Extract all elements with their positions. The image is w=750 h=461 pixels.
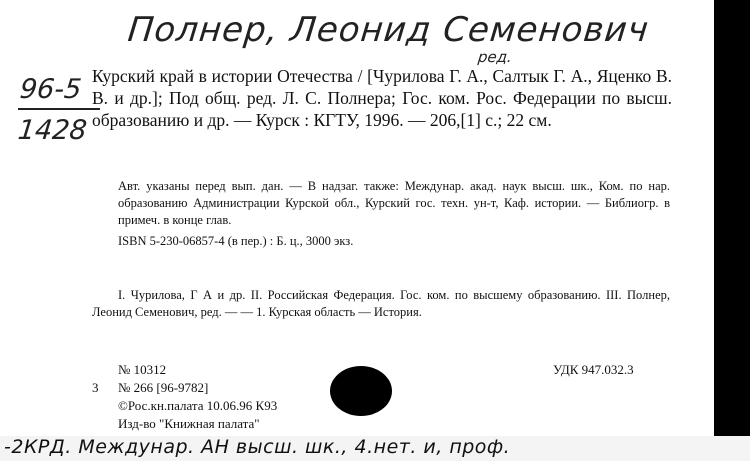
tracings-block: [92, 287, 670, 321]
punch-hole: [330, 366, 392, 416]
main-entry: [92, 65, 672, 131]
bottom-annotation-strip: [0, 436, 750, 461]
handwritten-editor-note: ред.: [477, 48, 513, 66]
shelfmark-bottom: 1428: [16, 115, 89, 146]
udc-code: УДК 947.032.3: [553, 362, 634, 377]
shelfmark-divider: [18, 108, 100, 110]
number-line: № 266 [96-9782]: [118, 380, 209, 395]
bottom-handwritten-note: -2КРД. Междунар. АН высш. шк., 4.нет. и, проф.: [4, 436, 511, 458]
book-chamber-line: ©Рос.кн.палата 10.06.96 К93: [118, 398, 278, 413]
main-entry-text: Курский край в истории Отечества / [Чурилова Г. А., Салтык Г. А., Яценко В. В. и др.]; Под общ. ред. Л. С. Полнера; Гос. ком. Рос. Федерации по высш. образованию и др. — Курск : КГТУ, 1996. — 206,[1] с.; 22 см.: [92, 66, 672, 130]
handwritten-author: Полнер, Леонид Семенович: [125, 10, 651, 50]
registration-number: № 10312: [118, 362, 167, 377]
copies-count: 3: [92, 380, 99, 395]
tracings-text: I. Чурилова, Г А и др. II. Российская Федерация. Гос. ком. по высшему образованию. III. Полнер, Леонид Семенович, ред. — — 1. Курская область — История.: [92, 288, 670, 319]
shelfmark-top: 96-5: [18, 74, 83, 105]
notes-block: [118, 178, 670, 254]
isbn-line: ISBN 5-230-06857-4 (в пер.) : Б. ц., 3000 экз.: [118, 234, 354, 248]
notes-text: Авт. указаны перед вып. дан. — В надзаг. также: Междунар. акад. наук высш. шк., Ком. по нар. образованию Администрации Курской обл., Курский гос. техн. ун-т, Каф. истории. — Библиогр. в примеч. в конце глав.: [118, 179, 670, 227]
scan-edge: [714, 0, 750, 461]
publisher-line: Изд-во "Книжная палата": [118, 416, 260, 431]
